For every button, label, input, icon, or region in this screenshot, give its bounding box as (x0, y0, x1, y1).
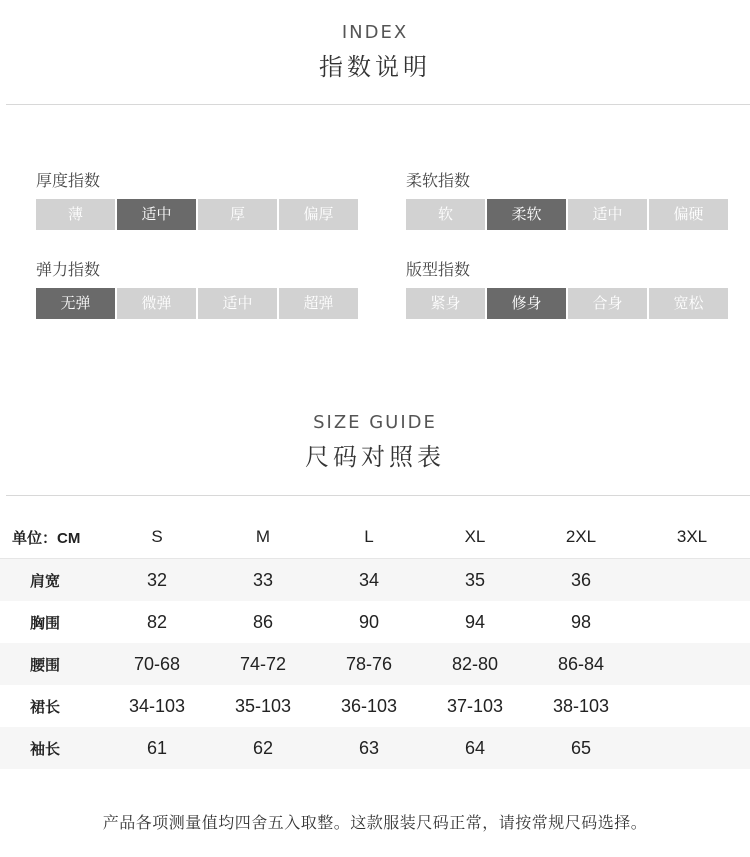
softness-option-active: 柔软 (487, 199, 566, 230)
table-cell: 37-103 (446, 695, 504, 716)
softness-option: 偏硬 (649, 199, 728, 230)
table-cell: 34-103 (128, 695, 186, 716)
table-cell: 64 (422, 727, 528, 769)
table-cell: 35 (422, 559, 528, 602)
thickness-options (36, 199, 360, 230)
table-cell: 61 (104, 727, 210, 769)
elasticity-option: 超弹 (279, 288, 358, 319)
size-guide-title-en: SIZE GUIDE (313, 412, 437, 433)
table-cell: 90 (358, 611, 380, 632)
size-header-cell: M (210, 516, 316, 559)
size-note: 产品各项测量值均四舍五入取整。这款服装尺码正常，请按常规尺码选择。 (102, 813, 648, 832)
row-label: 袖长 (0, 727, 104, 769)
elasticity-option: 适中 (198, 288, 277, 319)
elasticity-options (36, 288, 360, 319)
table-cell: 62 (210, 727, 316, 769)
table-cell (634, 727, 750, 769)
table-cell: 34 (316, 559, 422, 602)
size-header-cell: S (104, 516, 210, 559)
fit-index (406, 257, 730, 319)
elasticity-index-label: 弹力指数 (36, 260, 101, 279)
size-table-header (0, 516, 750, 559)
size-header-cell: 3XL (634, 516, 750, 559)
unit-label: 单位：CM (0, 516, 104, 559)
table-cell: 38-103 (552, 695, 610, 716)
table-row (0, 685, 750, 727)
thickness-index-label: 厚度指数 (36, 171, 101, 190)
elasticity-index (36, 257, 360, 319)
table-cell: 33 (210, 559, 316, 602)
table-cell: 78-76 (316, 643, 422, 685)
fit-option: 紧身 (406, 288, 485, 319)
table-cell: 63 (316, 727, 422, 769)
index-heading (0, 22, 750, 82)
row-label: 胸围 (30, 613, 61, 632)
fit-options (406, 288, 730, 319)
table-cell: 86 (252, 611, 274, 632)
table-row (0, 601, 750, 643)
table-cell: 86-84 (528, 643, 634, 685)
table-cell: 74-72 (210, 643, 316, 685)
index-title-en: INDEX (341, 22, 409, 43)
size-header-cell: L (316, 516, 422, 559)
elasticity-option-active: 无弹 (36, 288, 115, 319)
row-label: 腰围 (0, 643, 104, 685)
table-cell: 70-68 (104, 643, 210, 685)
size-header-cell: 2XL (528, 516, 634, 559)
table-row (0, 727, 750, 769)
size-guide-heading (0, 412, 750, 472)
index-divider (6, 104, 750, 105)
table-cell (634, 685, 750, 727)
table-cell (634, 601, 750, 643)
softness-options (406, 199, 730, 230)
table-cell: 94 (464, 611, 486, 632)
fit-option: 宽松 (649, 288, 728, 319)
elasticity-option: 微弹 (117, 288, 196, 319)
table-cell (634, 559, 750, 602)
table-cell: 65 (528, 727, 634, 769)
row-label: 裙长 (30, 697, 61, 716)
table-cell: 98 (570, 611, 592, 632)
fit-option: 合身 (568, 288, 647, 319)
thickness-index (36, 168, 360, 230)
table-cell: 82-80 (422, 643, 528, 685)
table-cell: 32 (104, 559, 210, 602)
table-cell: 36-103 (340, 695, 398, 716)
size-table (0, 516, 750, 769)
fit-option-active: 修身 (487, 288, 566, 319)
softness-option: 软 (406, 199, 485, 230)
fit-index-label: 版型指数 (406, 260, 471, 279)
table-cell: 82 (146, 611, 168, 632)
table-row (0, 559, 750, 602)
softness-index (406, 168, 730, 230)
table-cell: 35-103 (234, 695, 292, 716)
table-row (0, 643, 750, 685)
softness-index-label: 柔软指数 (406, 171, 471, 190)
size-guide-divider (6, 495, 750, 496)
index-title-cn: 指数说明 (319, 53, 431, 81)
size-guide-title-cn: 尺码对照表 (305, 443, 445, 471)
thickness-option-active: 适中 (117, 199, 196, 230)
softness-option: 适中 (568, 199, 647, 230)
size-header-cell: XL (422, 516, 528, 559)
row-label: 肩宽 (0, 559, 104, 602)
thickness-option: 薄 (36, 199, 115, 230)
table-cell: 36 (528, 559, 634, 602)
thickness-option: 厚 (198, 199, 277, 230)
thickness-option: 偏厚 (279, 199, 358, 230)
table-cell (634, 643, 750, 685)
